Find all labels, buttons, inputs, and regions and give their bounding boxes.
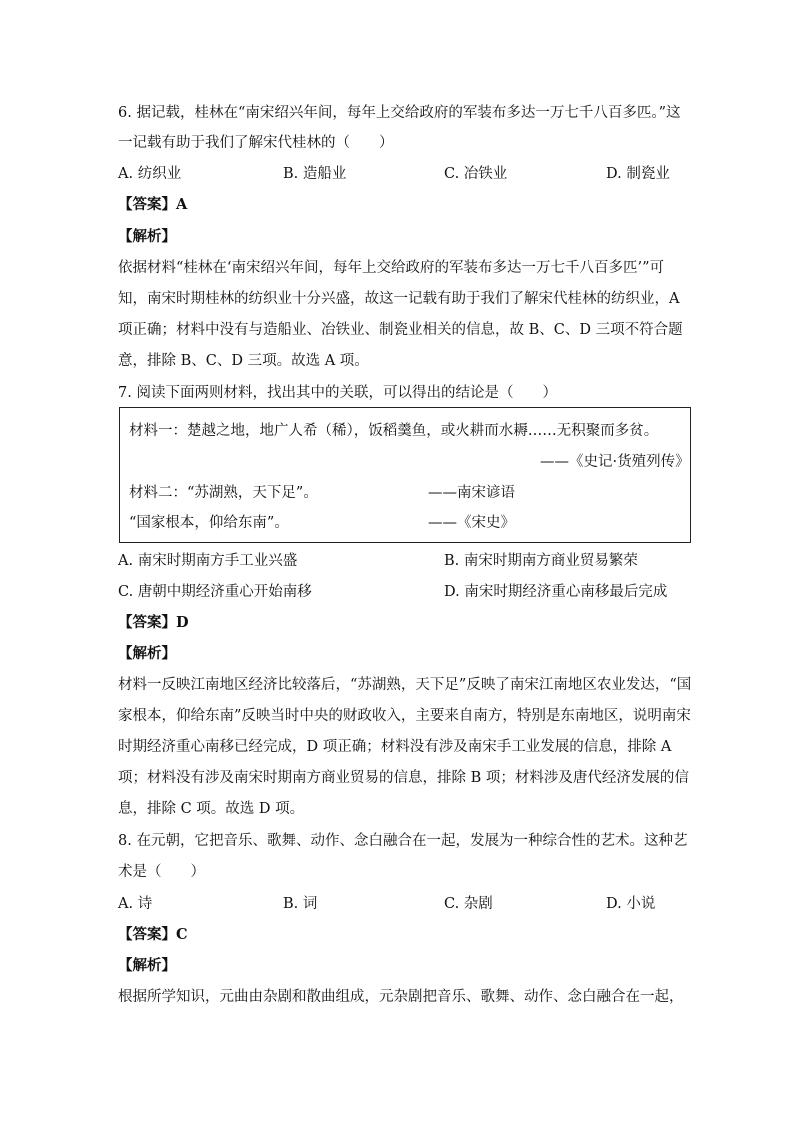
q7-material3-source: ——《宋史》 (428, 515, 515, 531)
q6-analysis-line: 依据材料“桂林在‘南宋绍兴年间，每年上交给政府的军装布多达一万七千八百多匹’”可 (118, 260, 665, 276)
q7-material2: 材料二：“苏湖熟，天下足”。 (129, 485, 318, 501)
q6-analysis-line: 项正确；材料中没有与造船业、冶铁业、制瓷业相关的信息，故 B、C、D 三项不符合题 (118, 322, 683, 338)
q7-material3: “国家根本，仰给东南”。 (129, 515, 289, 531)
q7-option-a: A. 南宋时期南方手工业兴盛 (118, 553, 298, 569)
q8-option-d: D. 小说 (606, 896, 656, 912)
q6-stem-line2: 一记载有助于我们了解宋代桂林的（ ） (118, 135, 394, 151)
q6-option-d: D. 制瓷业 (606, 166, 670, 182)
q6-analysis-line: 知，南宋时期桂林的纺织业十分兴盛，故这一记载有助于我们了解宋代桂林的纺织业，A (118, 291, 680, 307)
q7-material1: 材料一：楚越之地，地广人希（稀），饭稻羹鱼，或火耕而水耨……无积聚而多贫。 (129, 423, 659, 439)
q7-stem: 7. 阅读下面两则材料，找出其中的关联，可以得出的结论是（ ） (118, 385, 557, 401)
q7-option-d: D. 南宋时期经济重心南移最后完成 (444, 584, 668, 600)
q7-material2-source: ——南宋谚语 (428, 485, 515, 501)
q7-material1-source: ——《史记·货殖列传》 (540, 454, 690, 470)
q6-answer: 【答案】A (118, 196, 188, 213)
q7-option-c: C. 唐朝中期经济重心开始南移 (118, 584, 312, 600)
q7-analysis-line: 材料一反映江南地区经济比较落后，“苏湖熟，天下足”反映了南宋江南地区农业发达，“国 (118, 677, 692, 693)
q7-material-box (119, 407, 691, 543)
q7-analysis-line: 时期经济重心南移已经完成，D 项正确；材料没有涉及南宋手工业发展的信息，排除 A (118, 739, 672, 755)
q7-analysis-line: 项；材料没有涉及南宋时期南方商业贸易的信息，排除 B 项；材料涉及唐代经济发展的信 (118, 770, 689, 786)
q6-analysis-title: 【解析】 (118, 228, 176, 245)
q8-stem-line2: 术是（ ） (118, 864, 205, 880)
q8-option-b: B. 词 (283, 896, 318, 912)
q7-option-b: B. 南宋时期南方商业贸易繁荣 (444, 553, 638, 569)
q7-analysis-line: 息，排除 C 项。故选 D 项。 (118, 801, 305, 817)
q6-option-b: B. 造船业 (283, 166, 347, 182)
q8-analysis-title: 【解析】 (118, 957, 176, 974)
q8-answer: 【答案】C (118, 926, 188, 943)
q6-option-c: C. 冶铁业 (444, 166, 508, 182)
q8-option-c: C. 杂剧 (444, 896, 493, 912)
q8-option-a: A. 诗 (118, 896, 153, 912)
q8-analysis-line: 根据所学知识，元曲由杂剧和散曲组成，元杂剧把音乐、歌舞、动作、念白融合在一起， (118, 989, 684, 1005)
q7-analysis-line: 家根本，仰给东南”反映当时中央的财政收入，主要来自南方，特别是东南地区，说明南宋 (118, 708, 691, 724)
q6-option-a: A. 纺织业 (118, 166, 182, 182)
q6-stem-line1: 6. 据记载，桂林在“南宋绍兴年间，每年上交给政府的军装布多达一万七千八百多匹。”这 (118, 105, 681, 121)
q8-stem-line1: 8. 在元朝，它把音乐、歌舞、动作、念白融合在一起，发展为一种综合性的艺术。这种艺 (118, 833, 688, 849)
q6-analysis-line: 意，排除 B、C、D 三项。故选 A 项。 (118, 353, 369, 369)
q7-answer: 【答案】D (118, 614, 189, 631)
q7-analysis-title: 【解析】 (118, 645, 176, 662)
